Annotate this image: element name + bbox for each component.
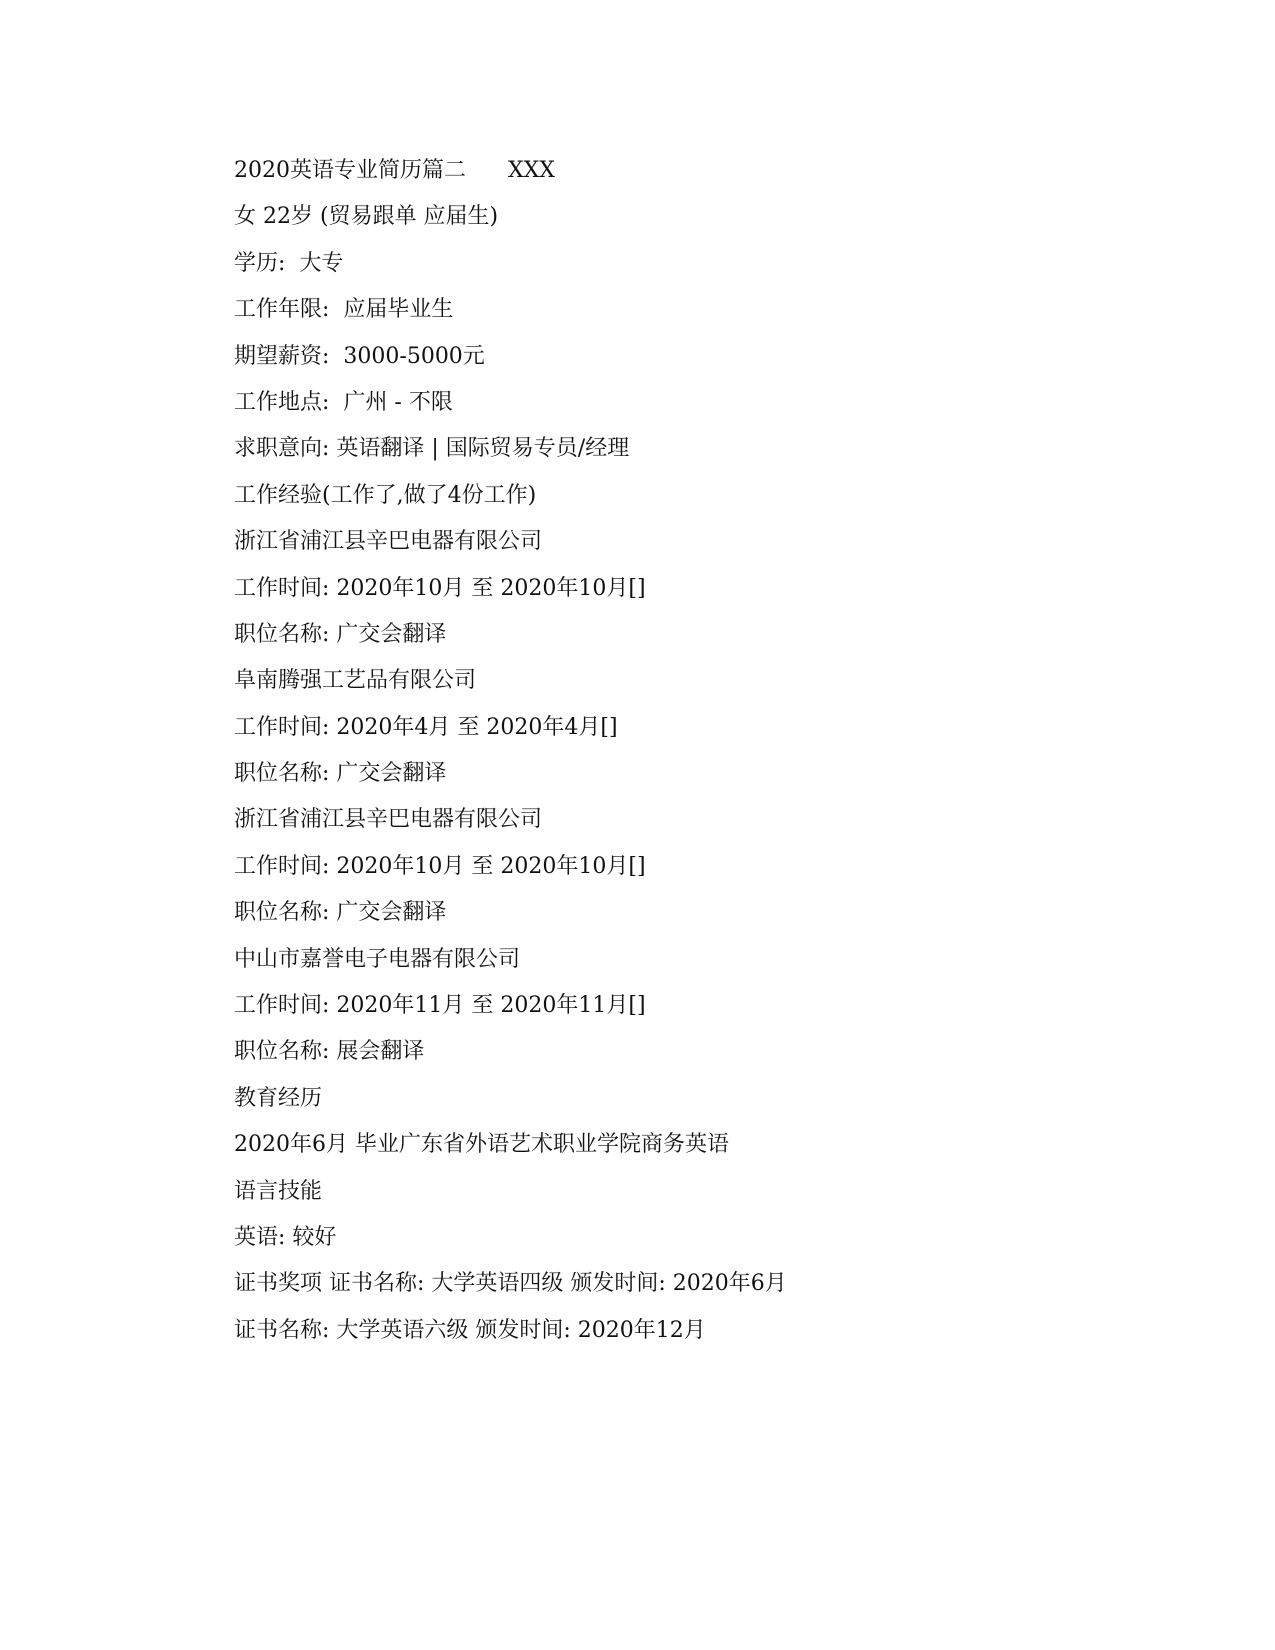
job-title-line: 职位名称: 广交会翻译: [234, 621, 447, 647]
work-period-line: 工作时间: 2020年10月 至 2020年10月[]: [234, 575, 646, 601]
resume-title: 2020英语专业简历篇二 XXX: [234, 158, 555, 183]
education-entry-line: 2020年6月 毕业广东省外语艺术职业学院商务英语: [234, 1132, 729, 1158]
english-skill-line: 英语: 较好: [234, 1224, 337, 1250]
certificate-line: 证书名称: 大学英语六级 颁发时间: 2020年12月: [234, 1317, 706, 1343]
job-title-line: 职位名称: 展会翻译: [234, 1039, 425, 1065]
company-name-line: 浙江省浦江县辛巴电器有限公司: [234, 529, 543, 555]
language-skills-heading: 语言技能: [234, 1178, 323, 1204]
company-name-line: 浙江省浦江县辛巴电器有限公司: [234, 807, 543, 833]
work-experience-heading: 工作经验(工作了,做了4份工作): [234, 482, 537, 508]
personal-info-line: 女 22岁 (贸易跟单 应届生): [234, 204, 499, 230]
company-name-line: 阜南腾强工艺品有限公司: [234, 668, 477, 694]
education-heading: 教育经历: [234, 1085, 323, 1111]
work-location-line: 工作地点: 广州 - 不限: [234, 389, 453, 415]
education-level-line: 学历: 大专: [234, 250, 344, 276]
job-title-line: 职位名称: 广交会翻译: [234, 761, 447, 787]
job-intention-line: 求职意向: 英语翻译 | 国际贸易专员/经理: [234, 436, 630, 462]
work-period-line: 工作时间: 2020年4月 至 2020年4月[]: [234, 714, 618, 740]
resume-text-block: [234, 148, 1134, 1354]
expected-salary-line: 期望薪资: 3000-5000元: [234, 343, 485, 369]
work-period-line: 工作时间: 2020年11月 至 2020年11月[]: [234, 993, 646, 1019]
company-name-line: 中山市嘉誉电子电器有限公司: [234, 946, 521, 972]
certificate-line: 证书奖项 证书名称: 大学英语四级 颁发时间: 2020年6月: [234, 1271, 787, 1297]
work-years-line: 工作年限: 应届毕业生: [234, 297, 454, 323]
job-title-line: 职位名称: 广交会翻译: [234, 900, 447, 926]
work-period-line: 工作时间: 2020年10月 至 2020年10月[]: [234, 853, 646, 879]
